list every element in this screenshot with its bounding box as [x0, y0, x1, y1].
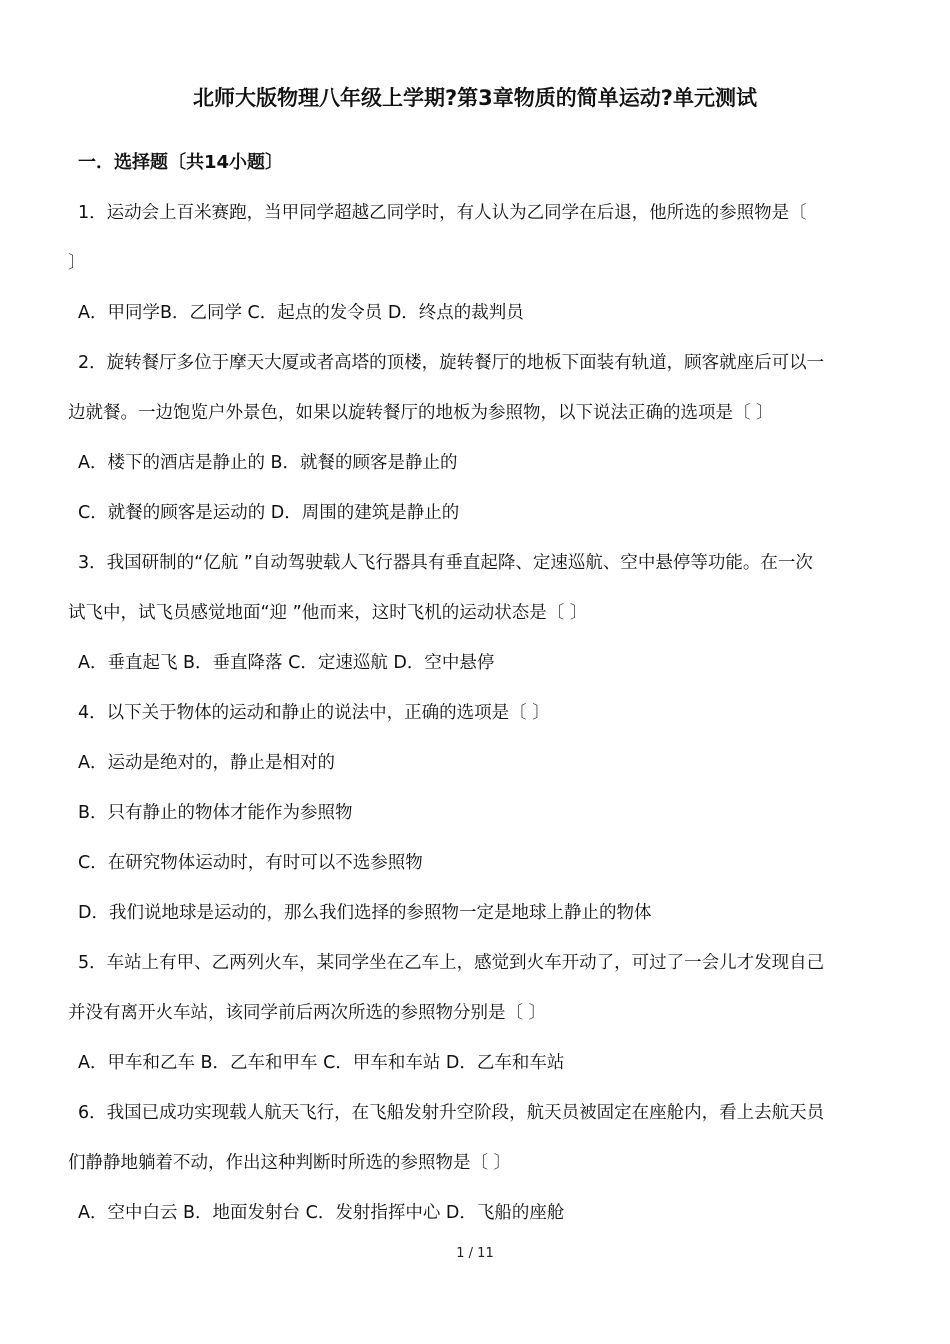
section-heading: 一．选择题〔共14小题〕 — [78, 152, 284, 173]
text-line: 5．车站上有甲、乙两列火车，某同学坐在乙车上，感觉到火车开动了，可过了一会儿才发现自己 — [78, 953, 825, 973]
text-line: A．垂直起飞 B．垂直降落 C．定速巡航 D．空中悬停 — [78, 653, 495, 673]
text-line: 边就餐。一边饱览户外景色，如果以旋转餐厅的地板为参照物，以下说法正确的选项是〔 〕 — [68, 403, 774, 423]
document-title: 北师大版物理八年级上学期?第3章物质的简单运动?单元测试 — [193, 86, 757, 110]
text-line: 6．我国已成功实现载人航天飞行，在飞船发射升空阶段，航天员被固定在座舱内，看上去航天员 — [78, 1103, 825, 1123]
question-list — [68, 199, 884, 1249]
page-number: 1 / 11 — [456, 1246, 494, 1261]
text-line: 1．运动会上百米赛跑，当甲同学超越乙同学时，有人认为乙同学在后退，他所选的参照物是〔 — [78, 203, 807, 223]
text-line: 〕 — [68, 253, 86, 273]
text-line: 2．旋转餐厅多位于摩天大厦或者高塔的顶楼，旋转餐厅的地板下面装有轨道，顾客就座后可以一 — [78, 353, 825, 373]
text-line: 3．我国研制的“亿航 ”自动驾驶载人飞行器具有垂直起降、定速巡航、空中悬停等功能。在一次 — [78, 553, 813, 573]
text-line: A．空中白云 B．地面发射台 C．发射指挥中心 D．飞船的座舱 — [78, 1203, 565, 1223]
text-line: B．只有静止的物体才能作为参照物 — [78, 803, 353, 823]
text-line: C．就餐的顾客是运动的 D．周围的建筑是静止的 — [78, 503, 460, 523]
text-line: A．甲车和乙车 B．乙车和甲车 C．甲车和车站 D．乙车和车站 — [78, 1053, 565, 1073]
text-line: 4．以下关于物体的运动和静止的说法中，正确的选项是〔 〕 — [78, 703, 550, 723]
text-line: D．我们说地球是运动的，那么我们选择的参照物一定是地球上静止的物体 — [78, 903, 652, 923]
text-line: A．甲同学B．乙同学 C．起点的发令员 D．终点的裁判员 — [78, 303, 524, 323]
text-line: C．在研究物体运动时，有时可以不选参照物 — [78, 853, 423, 873]
text-line: 们静静地躺着不动，作出这种判断时所选的参照物是〔 〕 — [68, 1153, 512, 1173]
text-line: A．楼下的酒店是静止的 B．就餐的顾客是静止的 — [78, 453, 458, 473]
text-line: A．运动是绝对的，静止是相对的 — [78, 753, 335, 773]
text-line: 试飞中，试飞员感觉地面“迎 ”他而来，这时飞机的运动状态是〔 〕 — [68, 603, 588, 623]
text-line: 并没有离开火车站，该同学前后两次所选的参照物分别是〔 〕 — [68, 1003, 547, 1023]
